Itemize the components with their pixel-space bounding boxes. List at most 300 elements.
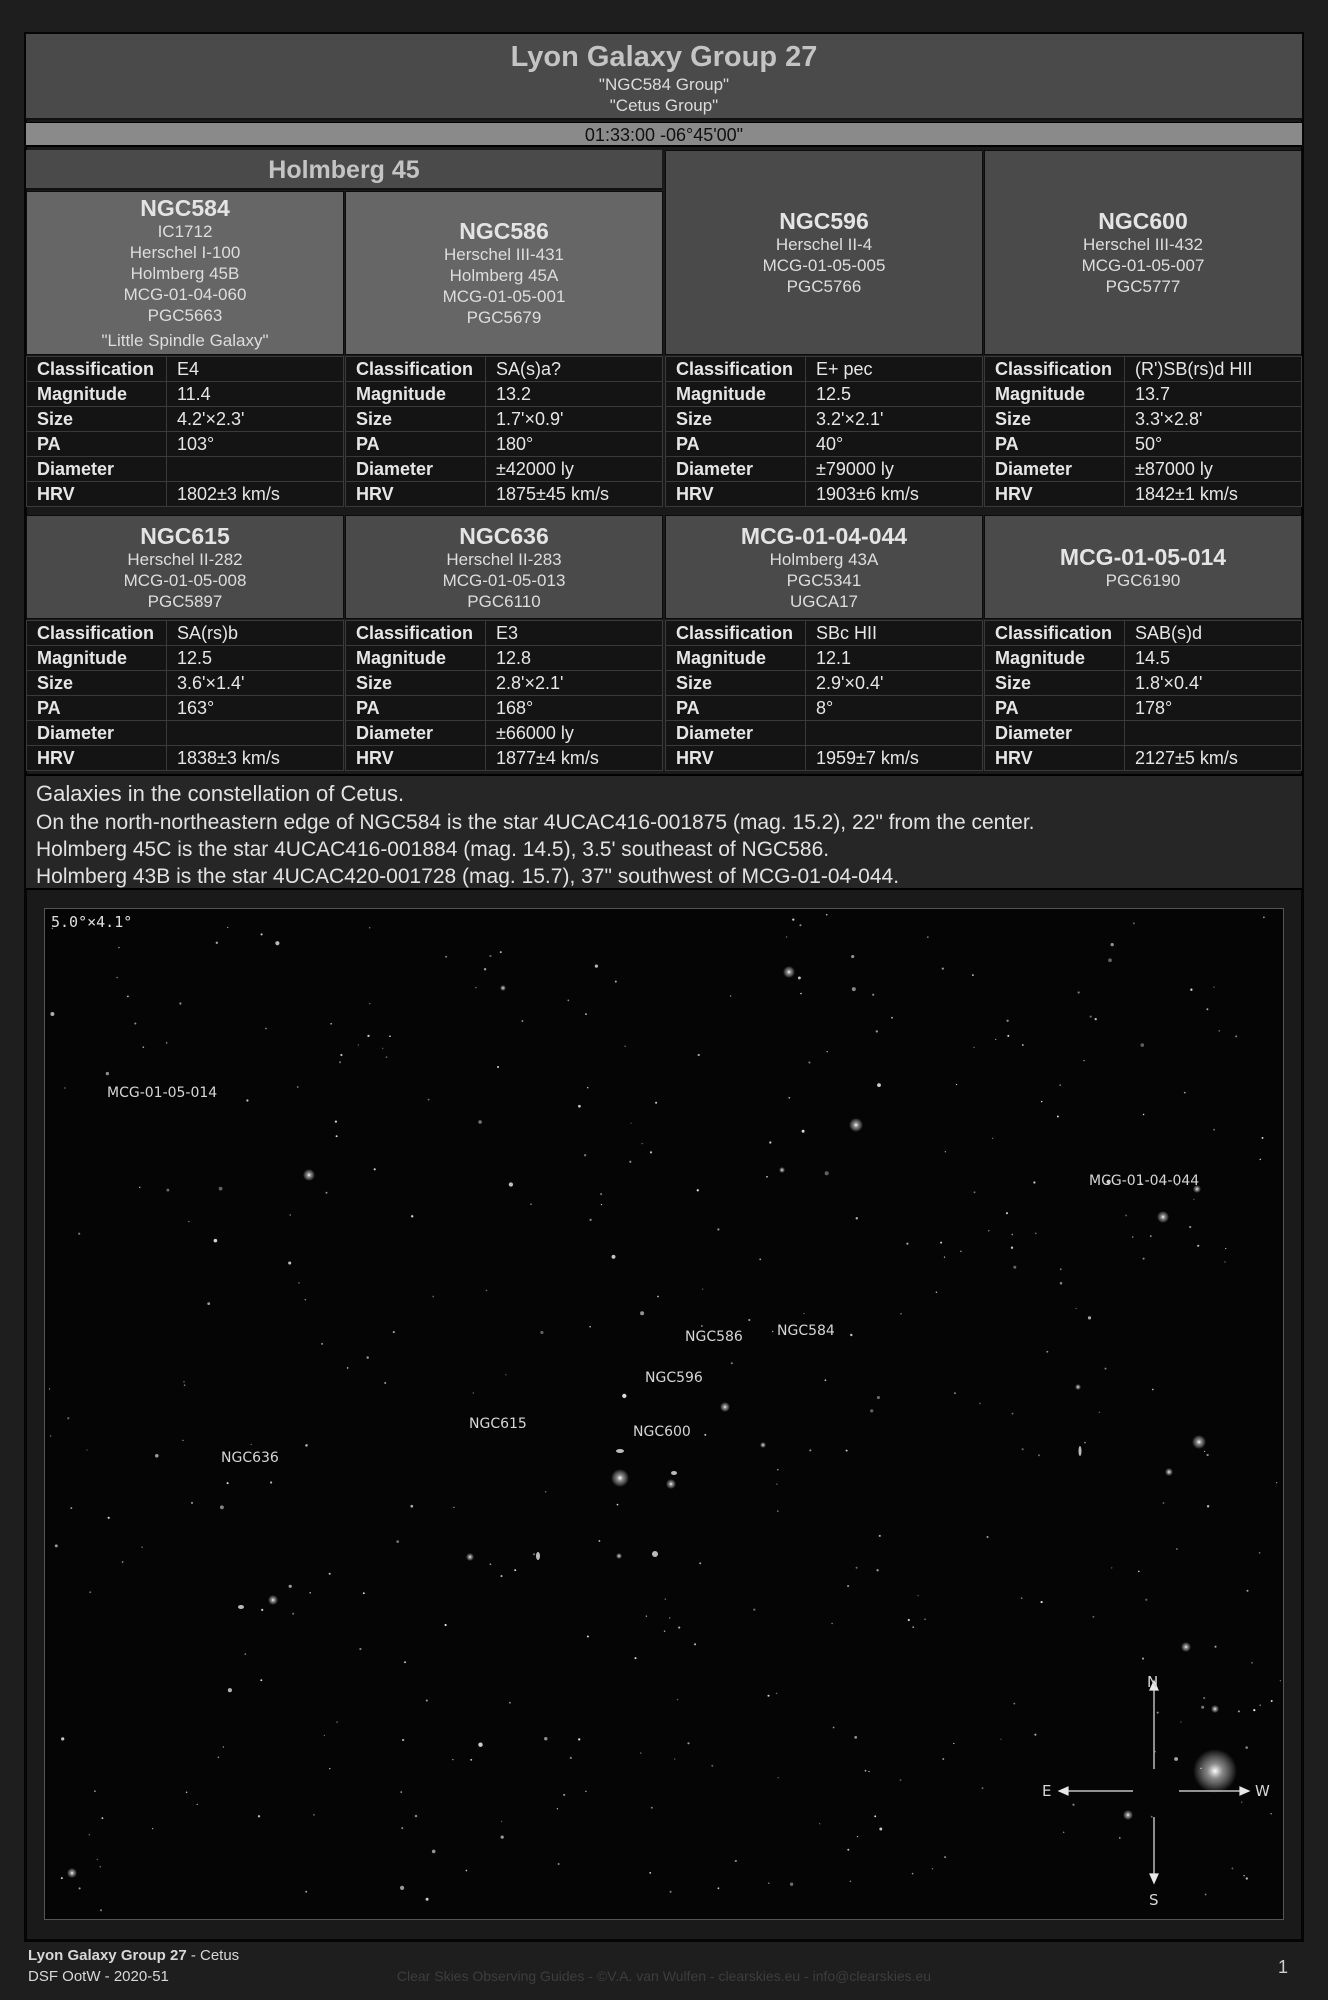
star bbox=[876, 1030, 878, 1032]
param-label: Size bbox=[346, 407, 486, 432]
table-row bbox=[346, 432, 663, 457]
star bbox=[776, 1483, 777, 1484]
galaxy-alias: MCG-01-05-008 bbox=[123, 570, 247, 590]
star bbox=[1006, 1212, 1008, 1214]
star bbox=[166, 1189, 169, 1192]
star bbox=[942, 967, 944, 969]
chart-label-ngc636: NGC636 bbox=[221, 1450, 279, 1466]
star bbox=[1206, 1454, 1208, 1456]
star bbox=[960, 1251, 961, 1252]
star bbox=[1007, 1035, 1009, 1037]
star bbox=[778, 1777, 779, 1778]
galaxy-nickname: "Little Spindle Galaxy" bbox=[101, 331, 269, 350]
star bbox=[877, 1083, 881, 1087]
table-row bbox=[27, 407, 344, 432]
star bbox=[473, 1392, 474, 1393]
table-row bbox=[346, 482, 663, 507]
galaxy-alias: MCG-01-05-013 bbox=[442, 570, 566, 590]
star bbox=[183, 1381, 184, 1382]
star bbox=[358, 1044, 359, 1045]
param-value: 1838±3 km/s bbox=[167, 746, 344, 771]
star bbox=[711, 1765, 713, 1767]
star bbox=[1022, 1044, 1024, 1046]
star bbox=[1224, 1261, 1226, 1263]
star bbox=[786, 936, 788, 938]
galaxy-alias: UGCA17 bbox=[789, 591, 859, 611]
star bbox=[1201, 1706, 1204, 1709]
star bbox=[1213, 1129, 1215, 1131]
star bbox=[701, 1325, 703, 1327]
star bbox=[367, 1356, 369, 1358]
star bbox=[612, 1255, 616, 1259]
star bbox=[186, 1792, 188, 1794]
star bbox=[122, 1561, 124, 1563]
bright-star bbox=[268, 1595, 278, 1605]
star bbox=[698, 1054, 700, 1056]
star bbox=[389, 1035, 391, 1037]
star bbox=[326, 1192, 328, 1194]
star bbox=[1075, 1308, 1076, 1309]
param-label: Diameter bbox=[666, 457, 806, 482]
star bbox=[851, 955, 854, 958]
table-row bbox=[666, 696, 983, 721]
star bbox=[367, 1035, 369, 1037]
star bbox=[1180, 1721, 1181, 1722]
param-value: 1802±3 km/s bbox=[167, 482, 344, 507]
star bbox=[374, 1168, 376, 1170]
star bbox=[1260, 1159, 1262, 1161]
table-row bbox=[27, 357, 344, 382]
star bbox=[50, 1012, 54, 1016]
bright-star bbox=[1165, 1468, 1173, 1476]
star bbox=[219, 1187, 223, 1191]
star bbox=[143, 1046, 145, 1048]
param-value: 12.8 bbox=[486, 646, 663, 671]
compass-east-label: E bbox=[1042, 1782, 1052, 1800]
star bbox=[78, 1233, 80, 1235]
star bbox=[227, 1482, 229, 1484]
galaxy-alias: IC1712 bbox=[157, 222, 213, 241]
param-label: PA bbox=[27, 696, 167, 721]
star bbox=[1063, 1832, 1064, 1833]
galaxy-card-ngc584 bbox=[26, 191, 344, 355]
param-value: SAB(s)d bbox=[1125, 621, 1302, 646]
star bbox=[677, 1699, 678, 1700]
star bbox=[587, 1087, 588, 1088]
data-table-mcg-01-05-014 bbox=[984, 620, 1302, 771]
star bbox=[305, 1299, 306, 1300]
star bbox=[505, 1374, 506, 1375]
star bbox=[717, 1228, 719, 1230]
param-label: HRV bbox=[985, 746, 1125, 771]
star bbox=[944, 1856, 946, 1858]
param-label: Diameter bbox=[27, 721, 167, 746]
star bbox=[514, 1569, 516, 1571]
star bbox=[833, 1727, 835, 1729]
bright-star bbox=[67, 1868, 77, 1878]
galaxy-marker bbox=[671, 1471, 677, 1475]
star bbox=[67, 1417, 69, 1419]
galaxy-alias: MCG-01-05-007 bbox=[1081, 256, 1205, 275]
param-label: Magnitude bbox=[27, 382, 167, 407]
chart-label-ngc586: NGC586 bbox=[685, 1329, 743, 1345]
param-label: Diameter bbox=[666, 721, 806, 746]
star bbox=[640, 1311, 644, 1315]
star bbox=[988, 1230, 989, 1231]
star bbox=[1099, 1412, 1101, 1414]
param-value: 163° bbox=[167, 696, 344, 721]
star bbox=[432, 1296, 434, 1298]
star bbox=[1214, 1646, 1216, 1648]
star bbox=[876, 1569, 878, 1571]
param-value: 12.5 bbox=[806, 382, 983, 407]
coordinates: 01:33:00 -06°45'00" bbox=[26, 122, 1302, 147]
bright-star bbox=[779, 1167, 785, 1173]
star bbox=[216, 942, 218, 944]
star bbox=[384, 1382, 386, 1384]
star bbox=[697, 1189, 699, 1191]
star bbox=[1012, 1413, 1014, 1415]
footer-constellation: - Cetus bbox=[186, 1947, 240, 1964]
star bbox=[640, 1752, 641, 1753]
galaxy-alias: Herschel II-282 bbox=[127, 549, 243, 569]
param-value: SBc HII bbox=[806, 621, 983, 646]
param-label: HRV bbox=[346, 482, 486, 507]
data-table-ngc615 bbox=[26, 620, 344, 771]
star bbox=[127, 996, 129, 998]
chart-label-ngc600: NGC600 bbox=[633, 1424, 691, 1440]
star bbox=[1246, 1590, 1248, 1592]
table-row bbox=[985, 721, 1302, 746]
param-value: 1.8'×0.4' bbox=[1125, 671, 1302, 696]
star bbox=[426, 1898, 429, 1901]
star bbox=[428, 1099, 430, 1101]
param-label: Size bbox=[27, 671, 167, 696]
param-label: HRV bbox=[27, 482, 167, 507]
bright-star bbox=[1123, 1810, 1133, 1820]
star bbox=[329, 1573, 331, 1575]
param-label: Size bbox=[666, 407, 806, 432]
star bbox=[179, 1002, 181, 1004]
star bbox=[251, 1444, 252, 1445]
param-label: Size bbox=[27, 407, 167, 432]
star bbox=[305, 1444, 308, 1447]
star bbox=[954, 1392, 956, 1394]
star bbox=[309, 1592, 311, 1594]
star bbox=[258, 1815, 260, 1817]
star bbox=[850, 1334, 852, 1336]
param-label: Diameter bbox=[346, 721, 486, 746]
table-row bbox=[985, 696, 1302, 721]
table-row bbox=[666, 621, 983, 646]
star bbox=[313, 1814, 314, 1815]
galaxy-marker bbox=[616, 1449, 624, 1453]
table-row bbox=[985, 746, 1302, 771]
star bbox=[1231, 1867, 1233, 1869]
star bbox=[1253, 1709, 1255, 1711]
param-value: 12.5 bbox=[167, 646, 344, 671]
star bbox=[1092, 1616, 1094, 1618]
galaxy-card-ngc600 bbox=[984, 150, 1302, 355]
star bbox=[1193, 1199, 1194, 1200]
star bbox=[99, 1866, 101, 1868]
star bbox=[850, 1880, 852, 1882]
star bbox=[912, 1873, 914, 1875]
galaxy-alias: Holmberg 43A bbox=[769, 549, 879, 569]
star bbox=[879, 1535, 881, 1537]
galaxy-card-mcg-01-05-014 bbox=[984, 515, 1302, 619]
star bbox=[1245, 1746, 1248, 1749]
galaxy-card-mcg-01-04-044 bbox=[665, 515, 983, 619]
star bbox=[369, 1003, 370, 1004]
param-label: PA bbox=[666, 432, 806, 457]
star bbox=[1111, 943, 1114, 946]
star bbox=[453, 1507, 454, 1508]
star bbox=[260, 1679, 262, 1681]
param-value: 1877±4 km/s bbox=[486, 746, 663, 771]
star bbox=[478, 1743, 482, 1747]
star bbox=[826, 914, 827, 915]
bright-star bbox=[1181, 1642, 1191, 1652]
star bbox=[578, 1738, 580, 1740]
star bbox=[369, 927, 370, 928]
table-row bbox=[27, 457, 344, 482]
table-row bbox=[666, 746, 983, 771]
star bbox=[116, 977, 117, 978]
star bbox=[244, 1653, 246, 1655]
star bbox=[292, 1613, 294, 1615]
table-row bbox=[27, 721, 344, 746]
bright-star bbox=[1193, 1749, 1237, 1793]
star bbox=[912, 1626, 914, 1628]
star bbox=[270, 1481, 272, 1483]
table-row bbox=[27, 696, 344, 721]
param-label: Classification bbox=[27, 357, 167, 382]
param-value: SA(s)a? bbox=[486, 357, 663, 382]
star bbox=[1108, 958, 1112, 962]
star bbox=[1219, 1030, 1220, 1031]
table-row bbox=[985, 621, 1302, 646]
star-field bbox=[45, 909, 1284, 1920]
param-value: 13.7 bbox=[1125, 382, 1302, 407]
star bbox=[94, 1790, 96, 1792]
param-label: Classification bbox=[985, 357, 1125, 382]
star bbox=[629, 1161, 631, 1163]
param-value: 1.7'×0.9' bbox=[486, 407, 663, 432]
star bbox=[530, 1203, 531, 1204]
star bbox=[735, 1860, 737, 1862]
galaxy-alias: Herschel II-283 bbox=[446, 549, 562, 569]
galaxy-name: NGC600 bbox=[1098, 208, 1188, 234]
table-row bbox=[27, 746, 344, 771]
star bbox=[1151, 1816, 1153, 1818]
star bbox=[748, 1319, 750, 1321]
star bbox=[220, 1505, 224, 1509]
star bbox=[544, 1737, 547, 1740]
data-table-mcg-01-04-044 bbox=[665, 620, 983, 771]
table-row bbox=[666, 671, 983, 696]
star bbox=[831, 1623, 832, 1624]
table-row bbox=[346, 357, 663, 382]
bright-star bbox=[611, 1469, 629, 1487]
star bbox=[1205, 1894, 1207, 1896]
param-value: 8° bbox=[806, 696, 983, 721]
star bbox=[335, 1120, 337, 1122]
star bbox=[1111, 1567, 1112, 1568]
star bbox=[108, 1517, 110, 1519]
star bbox=[772, 1331, 774, 1333]
param-label: Classification bbox=[666, 621, 806, 646]
star bbox=[1184, 1092, 1186, 1094]
chart-label-mcg-01-04-044: MCG-01-04-044 bbox=[1089, 1173, 1200, 1189]
star bbox=[359, 1648, 361, 1650]
star bbox=[1095, 1018, 1097, 1020]
param-value: SA(rs)b bbox=[167, 621, 344, 646]
param-label: HRV bbox=[346, 746, 486, 771]
table-row bbox=[985, 382, 1302, 407]
table-row bbox=[985, 357, 1302, 382]
star bbox=[879, 1828, 882, 1831]
star bbox=[1084, 1442, 1086, 1444]
star bbox=[410, 1505, 413, 1508]
star bbox=[1213, 986, 1214, 987]
param-label: PA bbox=[985, 432, 1125, 457]
galaxy-name: NGC596 bbox=[779, 208, 869, 234]
star bbox=[261, 1609, 263, 1611]
star bbox=[979, 1403, 981, 1405]
star bbox=[558, 1863, 560, 1865]
star bbox=[846, 1450, 848, 1452]
param-value: ±87000 ly bbox=[1125, 457, 1302, 482]
star bbox=[321, 1343, 323, 1345]
star bbox=[289, 1214, 290, 1215]
star bbox=[339, 1061, 341, 1063]
bright-star bbox=[466, 1553, 474, 1561]
table-row bbox=[985, 407, 1302, 432]
star bbox=[717, 1887, 719, 1889]
note-line: Holmberg 45C is the star 4UCAC416-001884 (mag. 14.5), 3.5' southeast of NGC586. bbox=[36, 838, 830, 861]
star bbox=[802, 1130, 805, 1133]
star bbox=[570, 1757, 572, 1759]
star bbox=[261, 933, 263, 935]
star bbox=[401, 1827, 403, 1829]
param-label: HRV bbox=[985, 482, 1125, 507]
star bbox=[305, 1891, 307, 1893]
param-label: PA bbox=[985, 696, 1125, 721]
star-chart bbox=[44, 908, 1284, 1920]
star bbox=[106, 1072, 109, 1075]
galaxy-alias: PGC5897 bbox=[147, 591, 223, 611]
param-value: 2127±5 km/s bbox=[1125, 746, 1302, 771]
star bbox=[139, 1187, 140, 1188]
star bbox=[1174, 1757, 1178, 1761]
star bbox=[134, 1022, 136, 1024]
galaxy-alias: MCG-01-05-001 bbox=[442, 287, 566, 306]
star bbox=[777, 1469, 778, 1470]
star bbox=[1133, 922, 1135, 924]
footer-title bbox=[28, 1947, 239, 1964]
star bbox=[152, 1828, 153, 1829]
star bbox=[868, 1771, 869, 1772]
param-value: ±79000 ly bbox=[806, 457, 983, 482]
param-label: Magnitude bbox=[666, 646, 806, 671]
galaxy-alias: PGC5341 bbox=[786, 570, 862, 590]
star bbox=[1006, 1020, 1008, 1022]
star bbox=[655, 1102, 657, 1104]
star bbox=[445, 1624, 447, 1626]
galaxy-alias: Holmberg 45A bbox=[449, 266, 559, 285]
star bbox=[411, 1215, 413, 1217]
galaxy-name: NGC615 bbox=[140, 522, 230, 549]
star bbox=[945, 1151, 946, 1152]
star bbox=[790, 1883, 793, 1886]
star bbox=[600, 1193, 602, 1195]
star bbox=[1021, 1597, 1023, 1599]
star bbox=[497, 1066, 499, 1068]
table-row bbox=[666, 432, 983, 457]
star bbox=[1251, 1662, 1253, 1664]
star bbox=[936, 1292, 937, 1293]
galaxy-alias: PGC5766 bbox=[786, 277, 862, 296]
star bbox=[808, 1061, 810, 1063]
galaxy-name: NGC586 bbox=[459, 218, 549, 244]
param-label: Magnitude bbox=[666, 382, 806, 407]
table-row bbox=[666, 457, 983, 482]
star bbox=[218, 1756, 220, 1758]
table-row bbox=[666, 482, 983, 507]
star bbox=[651, 1807, 653, 1809]
star bbox=[664, 1630, 666, 1632]
star bbox=[1013, 1703, 1015, 1705]
star bbox=[587, 1635, 589, 1637]
star bbox=[585, 1791, 587, 1793]
galaxy-alias: Herschel III-431 bbox=[444, 245, 564, 264]
star bbox=[509, 1702, 511, 1704]
star bbox=[900, 1779, 902, 1781]
table-row bbox=[666, 721, 983, 746]
star bbox=[100, 1909, 102, 1911]
star bbox=[89, 1834, 91, 1836]
star bbox=[86, 1449, 87, 1450]
param-value: ±66000 ly bbox=[486, 721, 663, 746]
footer-group-name: Lyon Galaxy Group 27 bbox=[28, 1947, 187, 1964]
param-value: 14.5 bbox=[1125, 646, 1302, 671]
star bbox=[1033, 1181, 1035, 1183]
star bbox=[396, 1540, 399, 1543]
star bbox=[622, 1394, 626, 1398]
star bbox=[854, 1736, 857, 1739]
star bbox=[649, 1872, 651, 1874]
param-label: Diameter bbox=[27, 457, 167, 482]
star bbox=[624, 1045, 626, 1047]
table-row bbox=[346, 407, 663, 432]
star bbox=[1235, 1035, 1237, 1037]
galaxy-alias: Herschel I-100 bbox=[129, 243, 241, 262]
star bbox=[1011, 1247, 1013, 1249]
star bbox=[847, 1849, 849, 1851]
star bbox=[924, 1618, 925, 1619]
star bbox=[101, 1817, 103, 1819]
param-label: Diameter bbox=[985, 457, 1125, 482]
star bbox=[1241, 1801, 1242, 1802]
star bbox=[500, 1575, 502, 1577]
star bbox=[1000, 1739, 1001, 1740]
param-label: Size bbox=[666, 671, 806, 696]
star bbox=[1225, 1248, 1226, 1249]
galaxy-alias: Holmberg 45B bbox=[130, 264, 240, 283]
galaxy-alias: Herschel III-432 bbox=[1083, 235, 1203, 254]
star bbox=[799, 924, 801, 926]
